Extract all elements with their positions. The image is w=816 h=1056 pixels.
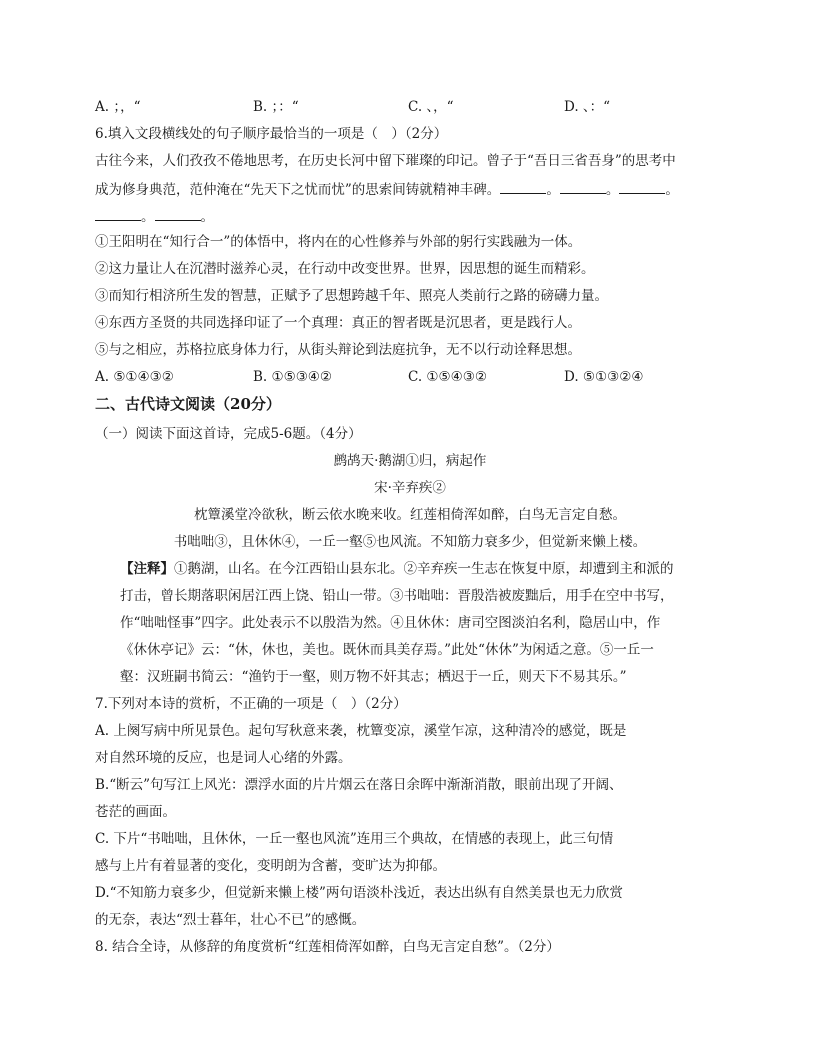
blank[interactable]: [560, 182, 606, 194]
q8-stem: 8. 结合全诗，从修辞的角度赏析“红莲相倚浑如醉，白鸟无言定自愁”。（2分）: [95, 939, 560, 955]
q5-options: [95, 101, 725, 117]
poem-line-1: 枕簟溪堂冷欲秋，断云依水晚来收。红莲相倚浑如醉，白鸟无言定自愁。: [194, 507, 626, 523]
q7-option-b-line-2: 苍茫的画面。: [95, 804, 176, 820]
q7-option-a-line-1[interactable]: A. 上阕写病中所见景色。起句写秋意来袭，枕簟变凉，溪堂乍凉，这种清冷的感觉，既是: [95, 723, 627, 739]
q7-option-c-line-2: 感与上片有着显著的变化，变明朗为含蓄，变旷达为抑郁。: [95, 858, 446, 874]
poem-line-2: 书咄咄③，且休休④，一丘一壑⑤也风流。不知筋力衰多少，但觉新来懒上楼。: [173, 534, 647, 550]
q7-stem: 7.下列对本诗的赏析，不正确的一项是（ ）（2分）: [95, 696, 407, 712]
q6-sentence-3: ③而知行相济所生发的智慧，正赋予了思想跨越千年、照亮人类前行之路的磅礴力量。: [95, 288, 608, 304]
q5-option-b[interactable]: B. ；：“: [253, 99, 299, 115]
blank[interactable]: [155, 209, 201, 221]
q6-option-a[interactable]: A. ⑤①④③②: [95, 369, 174, 385]
poem-note-line-4: 《休休亭记》云：“休，休也，美也。既休而具美存焉。”此处“休休”为闲适之意。⑤一丘一: [120, 642, 654, 658]
q6-stem: 6.填入文段横线处的句子顺序最恰当的一项是（ ）（2分）: [95, 126, 448, 142]
subsection-intro: （一）阅读下面这首诗，完成5-6题。（4分）: [95, 426, 362, 442]
note-label: 【注释】: [120, 561, 174, 577]
poem-note-line-2: 打击，曾长期落职闲居江西上饶、铅山一带。③书咄咄：晋殷浩被废黜后，用手在空中书写，: [120, 588, 674, 604]
q6-passage-line-1: 古往今来，人们孜孜不倦地思考，在历史长河中留下璀璨的印记。曾子于“吾日三省吾身”的思考中: [95, 153, 676, 169]
poem-note-line-3: 作“咄咄怪事”四字。此处表示不以殷浩为然。④且休休：唐司空图淡泊名利，隐居山中，作: [120, 615, 661, 631]
q6-sentence-4: ④东西方圣贤的共同选择印证了一个真理：真正的智者既是沉思者，更是践行人。: [95, 315, 581, 331]
q5-option-d[interactable]: D. 、：“: [564, 99, 611, 115]
blank[interactable]: [95, 209, 141, 221]
q6-option-c[interactable]: C. ①⑤④③②: [408, 369, 487, 385]
q6-option-d[interactable]: D. ⑤①③②④: [564, 369, 644, 385]
q6-sentence-5: ⑤与之相应，苏格拉底身体力行，从街头辩论到法庭抗争，无不以行动诠释思想。: [95, 342, 581, 358]
blank[interactable]: [500, 182, 546, 194]
q5-option-a[interactable]: A. ；，“: [95, 99, 141, 115]
poem-title: 鹧鸪天·鹅湖①归，病起作: [333, 453, 487, 469]
q7-option-d-line-1[interactable]: D.“不知筋力衰多少，但觉新来懒上楼”两句语淡朴浅近，表达出纵有自然美景也无力欣赏: [95, 885, 623, 901]
blank[interactable]: [619, 182, 665, 194]
q7-option-c-line-1[interactable]: C. 下片“书咄咄，且休休，一丘一壑也风流”连用三个典故，在情感的表现上，此三句情: [95, 831, 614, 847]
poem-note-line-5: 壑：汉班嗣书简云：“渔钓于一壑，则万物不奸其志；栖迟于一丘，则天下不易其乐。”: [120, 669, 627, 685]
q6-sentence-2: ②这力量让人在沉潜时滋养心灵，在行动中改变世界。世界，因思想的诞生而精彩。: [95, 261, 595, 277]
poem-note-line-1: 【注释】①鹅湖，山名。在今江西铅山县东北。②辛弃疾一生志在恢复中原，却遭到主和派的: [120, 561, 674, 577]
q6-option-b[interactable]: B. ①⑤③④②: [253, 369, 333, 385]
q5-option-c[interactable]: C. 、，“: [408, 99, 454, 115]
q6-passage-line-3: 。 。: [95, 209, 214, 225]
q6-sentence-1: ①王阳明在“知行合一”的体悟中，将内在的心性修养与外部的躬行实践融为一体。: [95, 234, 582, 250]
q6-options: [95, 371, 725, 387]
q7-option-b-line-1[interactable]: B.“断云”句写江上风光：漂浮水面的片片烟云在落日余晖中渐渐消散，眼前出现了开阔、: [95, 777, 623, 793]
q7-option-a-line-2: 对自然环境的反应，也是词人心绪的外露。: [95, 750, 352, 766]
section-heading: 二、古代诗文阅读（20分）: [95, 395, 281, 413]
q6-passage-line-2: 成为修身典范，范仲淹在“先天下之忧而忧”的思索间铸就精神丰碑。 。 。 。: [95, 182, 679, 198]
poem-author: 宋·辛弃疾②: [374, 480, 446, 496]
q7-option-d-line-2: 的无奈，表达“烈士暮年，壮心不已”的感慨。: [95, 912, 366, 928]
